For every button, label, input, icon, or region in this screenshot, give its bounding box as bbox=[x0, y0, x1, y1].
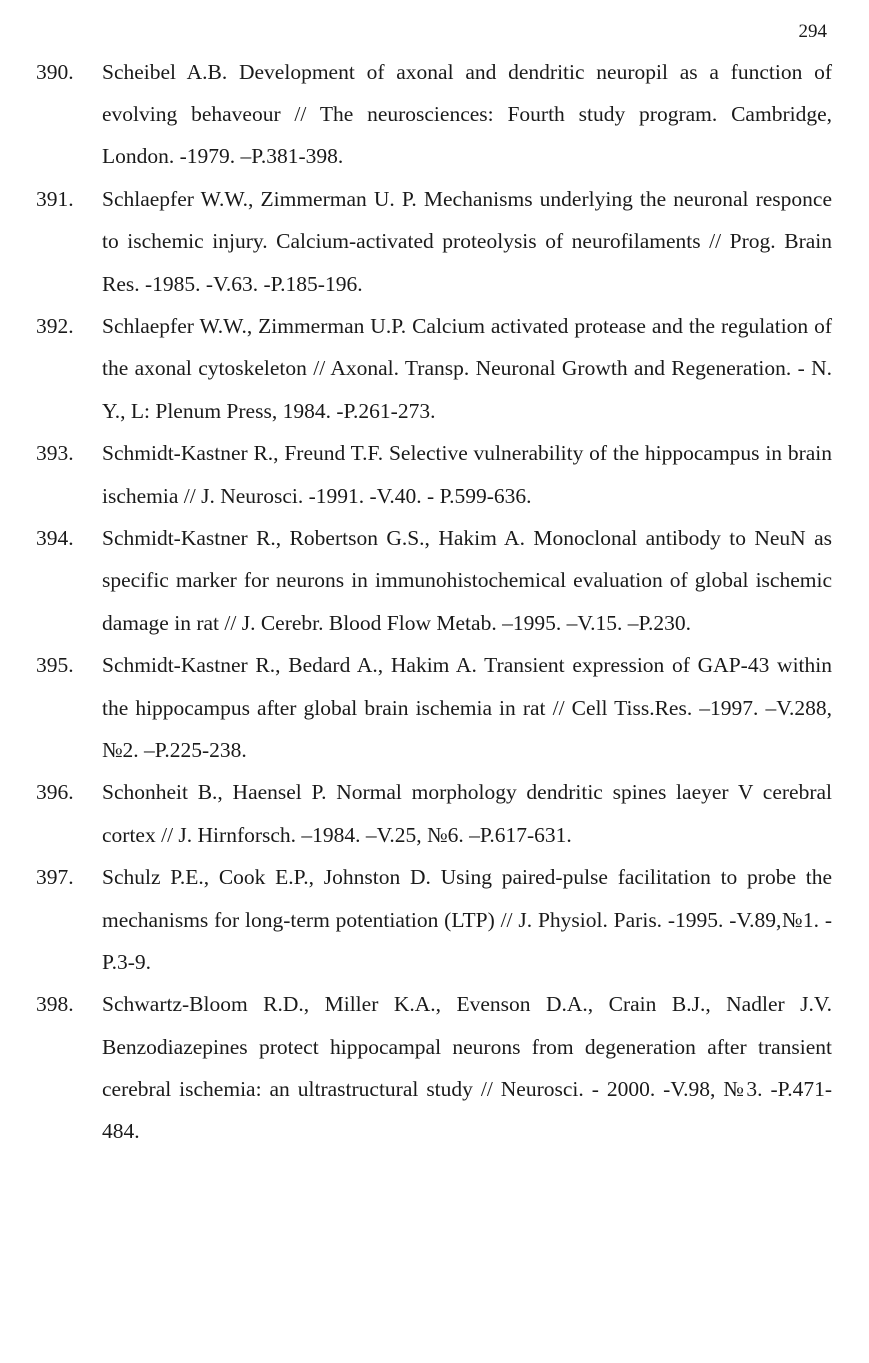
reference-number: 395. bbox=[36, 653, 74, 678]
reference-item bbox=[36, 644, 832, 771]
page-number: 294 bbox=[798, 21, 827, 42]
reference-text: Schlaepfer W.W., Zimmerman U. P. Mechanisms underlying the neuronal responce to ischemic injury. Calcium-activated proteolysis of neurofilaments // Prog. Brain Res. -1985. -V.63. -P.185-196. bbox=[102, 187, 832, 296]
reference-number: 398. bbox=[36, 992, 74, 1017]
reference-item bbox=[36, 983, 832, 1152]
reference-text: Schmidt-Kastner R., Freund T.F. Selective vulnerability of the hippocampus in brain ischemia // J. Neurosci. -1991. -V.40. - P.599-636. bbox=[102, 441, 832, 508]
reference-item bbox=[36, 432, 832, 516]
reference-number: 396. bbox=[36, 780, 74, 805]
reference-number: 394. bbox=[36, 526, 74, 551]
reference-text: Schulz P.E., Cook E.P., Johnston D. Using paired-pulse facilitation to probe the mechanisms for long-term potentiation (LTP) // J. Physiol. Paris. -1995. -V.89,№1. -P.3-9. bbox=[102, 865, 832, 974]
reference-item bbox=[36, 305, 832, 432]
reference-number: 397. bbox=[36, 865, 74, 890]
reference-text: Schmidt-Kastner R., Bedard A., Hakim A. Transient expression of GAP-43 within the hippocampus after global brain ischemia in rat // Cell Tiss.Res. –1997. –V.288, №2. –P.225-238. bbox=[102, 653, 832, 762]
reference-number: 391. bbox=[36, 187, 74, 212]
reference-item bbox=[36, 51, 832, 178]
reference-number: 393. bbox=[36, 441, 74, 466]
reference-text: Schlaepfer W.W., Zimmerman U.P. Calcium activated protease and the regulation of the axonal cytoskeleton // Axonal. Transp. Neuronal Growth and Regeneration. - N. Y., L: Plenum Press, 1984. -P.261-273. bbox=[102, 314, 832, 423]
reference-text: Schwartz-Bloom R.D., Miller K.A., Evenson D.A., Crain B.J., Nadler J.V. Benzodiazepines protect hippocampal neurons from degeneration after transient cerebral ischemia: an ultrastructural study // Neurosci. - 2000. -V.98, №3. -P.471-484. bbox=[102, 992, 832, 1144]
reference-item bbox=[36, 517, 832, 644]
reference-item bbox=[36, 771, 832, 855]
reference-number: 392. bbox=[36, 314, 74, 339]
reference-item bbox=[36, 856, 832, 983]
reference-list bbox=[36, 51, 832, 1153]
reference-text: Schmidt-Kastner R., Robertson G.S., Hakim A. Monoclonal antibody to NeuN as specific marker for neurons in immunohistochemical evaluation of global ischemic damage in rat // J. Cerebr. Blood Flow Metab. –1995. –V.15. –P.230. bbox=[102, 526, 832, 635]
reference-text: Scheibel A.B. Development of axonal and dendritic neuropil as a function of evolving behaveour // The neurosciences: Fourth study program. Cambridge, London. -1979. –P.381-398. bbox=[102, 60, 832, 169]
reference-item bbox=[36, 178, 832, 305]
reference-text: Schonheit B., Haensel P. Normal morphology dendritic spines laeyer V cerebral cortex // J. Hirnforsch. –1984. –V.25, №6. –P.617-631. bbox=[102, 780, 832, 847]
reference-number: 390. bbox=[36, 60, 74, 84]
